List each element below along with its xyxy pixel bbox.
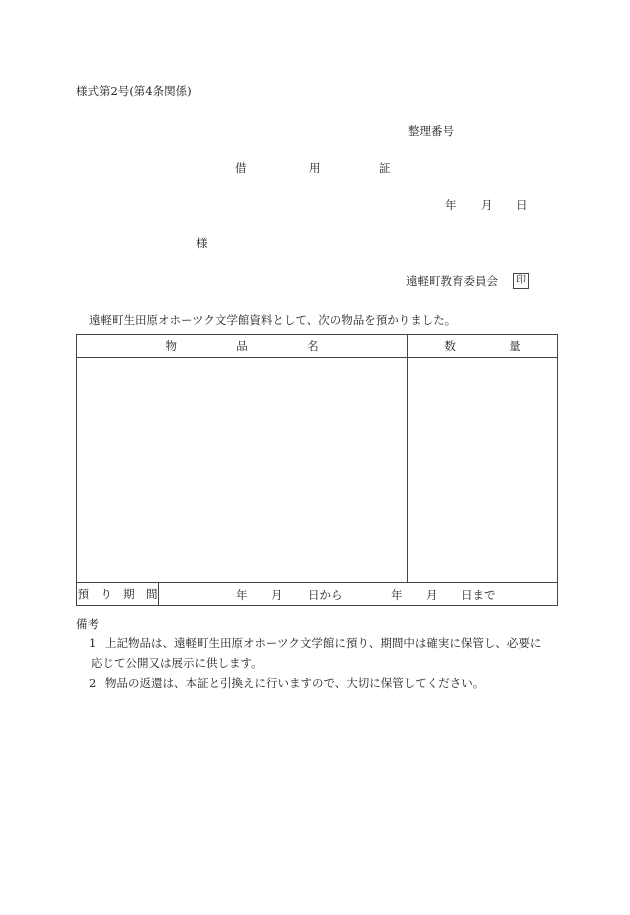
period-label-char: 間 — [145, 587, 158, 601]
title-char-1: 借 — [235, 161, 247, 175]
period-value-cell[interactable] — [159, 583, 558, 606]
items-table — [76, 334, 558, 606]
date-month-label: 月 — [481, 198, 493, 212]
table-header-row — [77, 335, 558, 358]
period-to-month: 月 — [426, 588, 438, 602]
period-to-year: 年 — [391, 588, 403, 602]
note-1-number: 1 — [89, 636, 97, 650]
item-name-header-char: 名 — [307, 339, 319, 353]
notes-heading: 備考 — [76, 617, 99, 631]
item-name-header — [77, 335, 408, 358]
period-row — [77, 583, 558, 606]
form-style-number: 様式第2号(第4条関係) — [76, 84, 192, 98]
period-label-char: 預 — [77, 587, 90, 601]
note-1-line-2: 応じて公開又は展示に供します。 — [91, 656, 263, 670]
period-from-day: 日から — [308, 588, 343, 602]
period-from-month: 月 — [271, 588, 283, 602]
issuer-name: 遠軽町教育委員会 — [406, 274, 498, 288]
item-name-header-char: 品 — [236, 339, 248, 353]
period-label-char: 期 — [123, 587, 135, 601]
item-name-header-char: 物 — [165, 339, 177, 353]
period-label-char: り — [100, 587, 112, 601]
table-body-row — [77, 358, 558, 583]
date-day-label: 日 — [516, 198, 528, 212]
quantity-header-char: 量 — [509, 339, 521, 353]
quantity-header — [408, 335, 558, 358]
intro-text: 遠軽町生田原オホーツク文学館資料として、次の物品を預かりました。 — [89, 313, 457, 327]
title-char-2: 用 — [309, 161, 321, 175]
period-from-year: 年 — [236, 588, 248, 602]
quantity-cell[interactable] — [408, 358, 558, 583]
date-year-label: 年 — [445, 198, 457, 212]
note-2-number: 2 — [89, 676, 97, 690]
seal-mark: 印 — [513, 273, 529, 289]
note-1-line-1: 上記物品は、遠軽町生田原オホーツク文学館に預り、期間中は確実に保管し、必要に — [105, 636, 542, 650]
period-to-day: 日まで — [461, 588, 496, 602]
period-label-cell — [77, 583, 159, 606]
title-char-3: 証 — [379, 161, 391, 175]
note-2-text: 物品の返還は、本証と引換えに行いますので、大切に保管してください。 — [105, 676, 485, 690]
addressee-suffix: 様 — [196, 236, 208, 250]
reference-number-label: 整理番号 — [408, 124, 454, 138]
item-name-cell[interactable] — [77, 358, 408, 583]
quantity-header-char: 数 — [444, 339, 456, 353]
